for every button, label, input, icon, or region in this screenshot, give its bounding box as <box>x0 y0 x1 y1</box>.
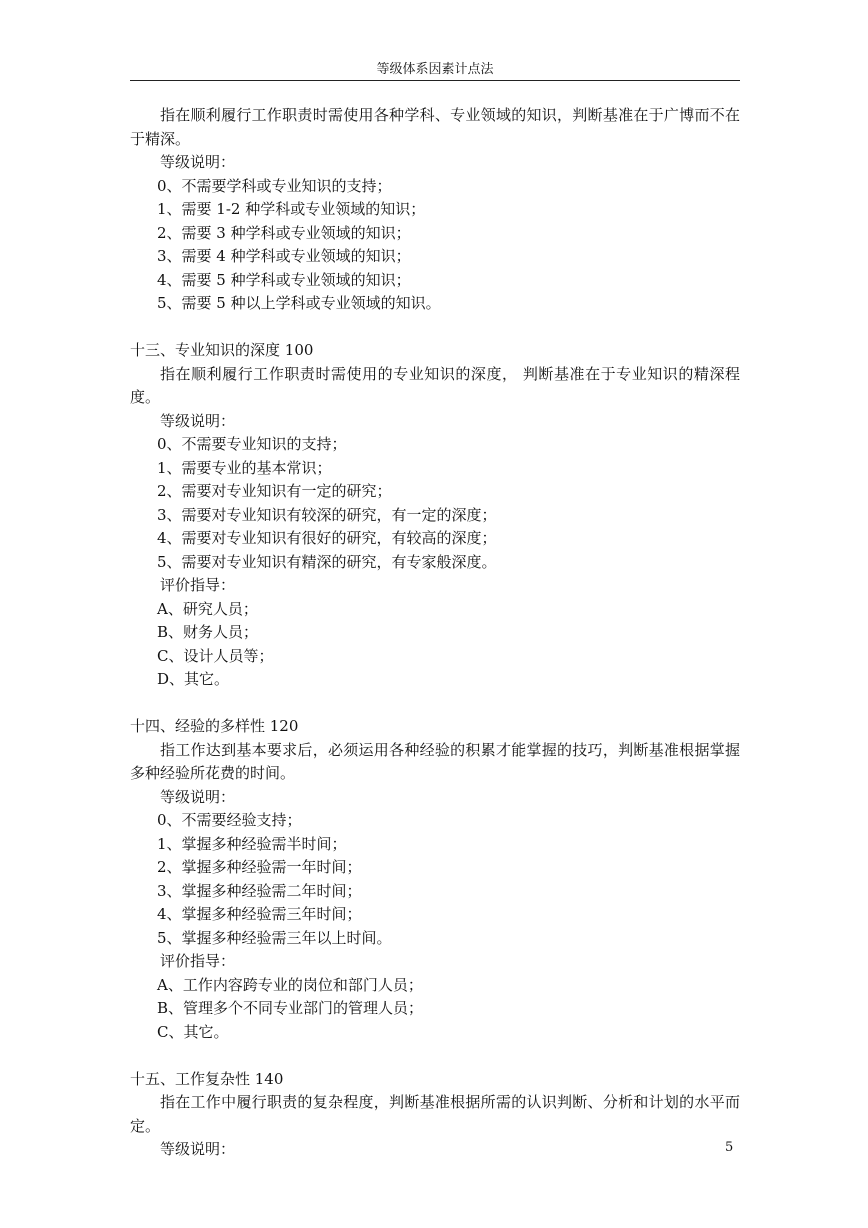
intro-level-5: 5、需要 5 种以上学科或专业领域的知识。 <box>157 294 441 312</box>
section-13-guide-d: D、其它。 <box>157 670 230 688</box>
intro-paragraph: 指在顺利履行工作职责时需使用各种学科、专业领域的知识，判断基准在于广博而不在于精深。 <box>130 106 740 148</box>
section-13-level-1: 1、需要专业的基本常识； <box>157 458 332 477</box>
section-13-guide-c: C、设计人员等； <box>157 646 274 665</box>
section-13-level-3: 3、需要对专业知识有较深的研究，有一定的深度； <box>157 505 497 524</box>
section-13-level-5: 5、需要对专业知识有精深的研究，有专家般深度。 <box>157 552 497 571</box>
section-14-level-3: 3、掌握多种经验需二年时间； <box>157 881 362 900</box>
section-13-guide-label: 评价指导： <box>160 576 236 594</box>
section-14-levels-label: 等级说明： <box>160 787 236 806</box>
section-14-paragraph: 指工作达到基本要求后，必须运用各种经验的积累才能掌握的技巧，判断基准根据掌握多种经验所花费的时间。 <box>130 740 740 782</box>
section-13-level-0: 0、不需要专业知识的支持； <box>157 435 347 453</box>
section-14-level-1: 1、掌握多种经验需半时间； <box>157 834 347 853</box>
document-body <box>130 104 740 1162</box>
section-15-paragraph: 指在工作中履行职责的复杂程度，判断基准根据所需的认识判断、分析和计划的水平而定。 <box>130 1093 740 1135</box>
page-number: 5 <box>725 1140 734 1155</box>
intro-level-2: 2、需要 3 种学科或专业领域的知识； <box>157 223 411 242</box>
section-14-guide-c: C、其它。 <box>157 1022 229 1041</box>
section-14-heading: 十四、经验的多样性 120 <box>130 717 299 735</box>
page-header-title: 等级体系因素计点法 <box>376 62 494 77</box>
section-13-levels-label: 等级说明： <box>160 411 236 430</box>
section-13-paragraph: 指在顺利履行工作职责时需使用的专业知识的深度， 判断基准在于专业知识的精深程度。 <box>130 364 740 406</box>
section-14-guide-b: B、管理多个不同专业部门的管理人员； <box>157 999 424 1017</box>
intro-levels-label: 等级说明： <box>160 153 236 171</box>
section-15-levels-label: 等级说明： <box>160 1140 236 1158</box>
section-14-level-4: 4、掌握多种经验需三年时间； <box>157 905 362 923</box>
header-rule <box>130 80 740 81</box>
intro-level-3: 3、需要 4 种学科或专业领域的知识； <box>157 247 411 265</box>
intro-level-0: 0、不需要学科或专业知识的支持； <box>157 176 392 195</box>
section-14-guide-label: 评价指导： <box>160 952 236 970</box>
section-14-level-0: 0、不需要经验支持； <box>157 811 302 829</box>
section-13-level-2: 2、需要对专业知识有一定的研究； <box>157 482 392 500</box>
section-15-heading: 十五、工作复杂性 140 <box>130 1069 284 1088</box>
section-13-guide-a: A、研究人员； <box>157 599 258 618</box>
section-14-level-5: 5、掌握多种经验需三年以上时间。 <box>157 928 392 947</box>
intro-level-4: 4、需要 5 种学科或专业领域的知识； <box>157 270 411 289</box>
intro-level-1: 1、需要 1-2 种学科或专业领域的知识； <box>157 200 426 218</box>
section-14-level-2: 2、掌握多种经验需一年时间； <box>157 858 362 876</box>
section-13-guide-b: B、财务人员； <box>157 623 259 641</box>
section-13-level-4: 4、需要对专业知识有很好的研究，有较高的深度； <box>157 529 497 547</box>
section-13-heading: 十三、专业知识的深度 100 <box>130 341 314 359</box>
section-14-guide-a: A、工作内容跨专业的岗位和部门人员； <box>157 975 423 994</box>
